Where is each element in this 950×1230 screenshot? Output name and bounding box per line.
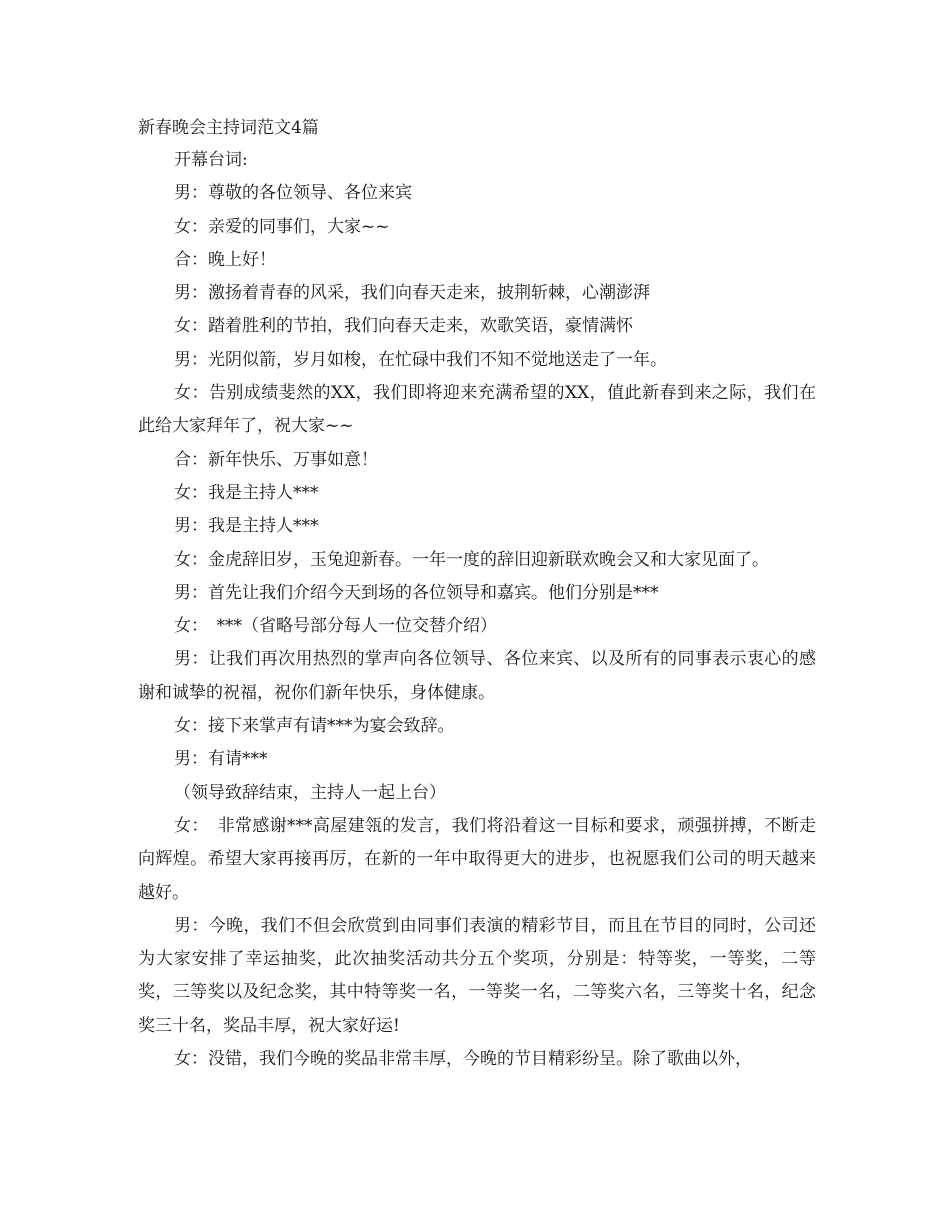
document-title: 新春晚会主持词范文4篇 (138, 118, 319, 138)
paragraph: 女：接下来掌声有请***为宴会致辞。 (174, 716, 455, 737)
paragraph: 男：我是主持人*** (174, 516, 319, 537)
paragraph-opening-label: 开幕台词: (174, 150, 248, 170)
paragraph: 男：光阴似箭，岁月如梭，在忙碌中我们不知不觉地送走了一年。 (174, 349, 667, 370)
paragraph: 男：尊敬的各位领导、各位来宾 (174, 183, 412, 204)
paragraph: 合：晚上好！ (174, 249, 276, 270)
paragraph: 女：没错，我们今晚的奖品非常丰厚，今晚的节目精彩纷呈。除了歌曲以外， (174, 1049, 752, 1070)
paragraph: 男：今晚，我们不但会欣赏到由同事们表演的精彩节目，而且在节目的同时，公司还为大家安排了幸运抽奖，此次抽奖活动共分五个奖项，分别是：特等奖，一等奖，二等奖，三等奖以及纪念奖，其中特等奖一名，一等奖一名，二等奖六名，三等奖十名，纪念奖三十名，奖品丰厚，祝大家好运! (138, 915, 816, 1036)
paragraph: 男：首先让我们介绍今天到场的各位领导和嘉宾。他们分别是*** (174, 582, 659, 603)
paragraph: 女： ***（省略号部分每人一位交替介绍） (174, 616, 497, 637)
paragraph: 女：亲爱的同事们，大家~~ (174, 216, 390, 237)
paragraph: 男：激扬着青春的风采，我们向春天走来，披荆斩棘，心潮澎湃 (174, 283, 650, 304)
paragraph: 女：金虎辞旧岁，玉兔迎新春。一年一度的辞旧迎新联欢晚会又和大家见面了。 (174, 549, 769, 570)
paragraph: 女：踏着胜利的节拍，我们向春天走来，欢歌笑语，豪情满怀 (174, 316, 633, 337)
paragraph: 男：有请*** (174, 749, 268, 770)
paragraph: 女：我是主持人*** (174, 482, 319, 503)
paragraph: 女： 非常感谢***高屋建瓴的发言，我们将沿着这一目标和要求，顽强拼搏，不断走向辉煌。希望大家再接再厉，在新的一年中取得更大的进步，也祝愿我们公司的明天越来越好。 (138, 815, 816, 903)
paragraph-stage-direction: （领导致辞结束，主持人一起上台） (174, 782, 446, 803)
paragraph: 男：让我们再次用热烈的掌声向各位领导、各位来宾、以及所有的同事表示衷心的感谢和诚挚的祝福，祝你们新年快乐，身体健康。 (138, 649, 816, 703)
document-page (138, 112, 816, 1076)
paragraph: 合：新年快乐、万事如意！ (174, 449, 378, 470)
paragraph: 女：告别成绩斐然的XX，我们即将迎来充满希望的XX，值此新春到来之际，我们在此给大家拜年了，祝大家~~ (138, 383, 816, 437)
